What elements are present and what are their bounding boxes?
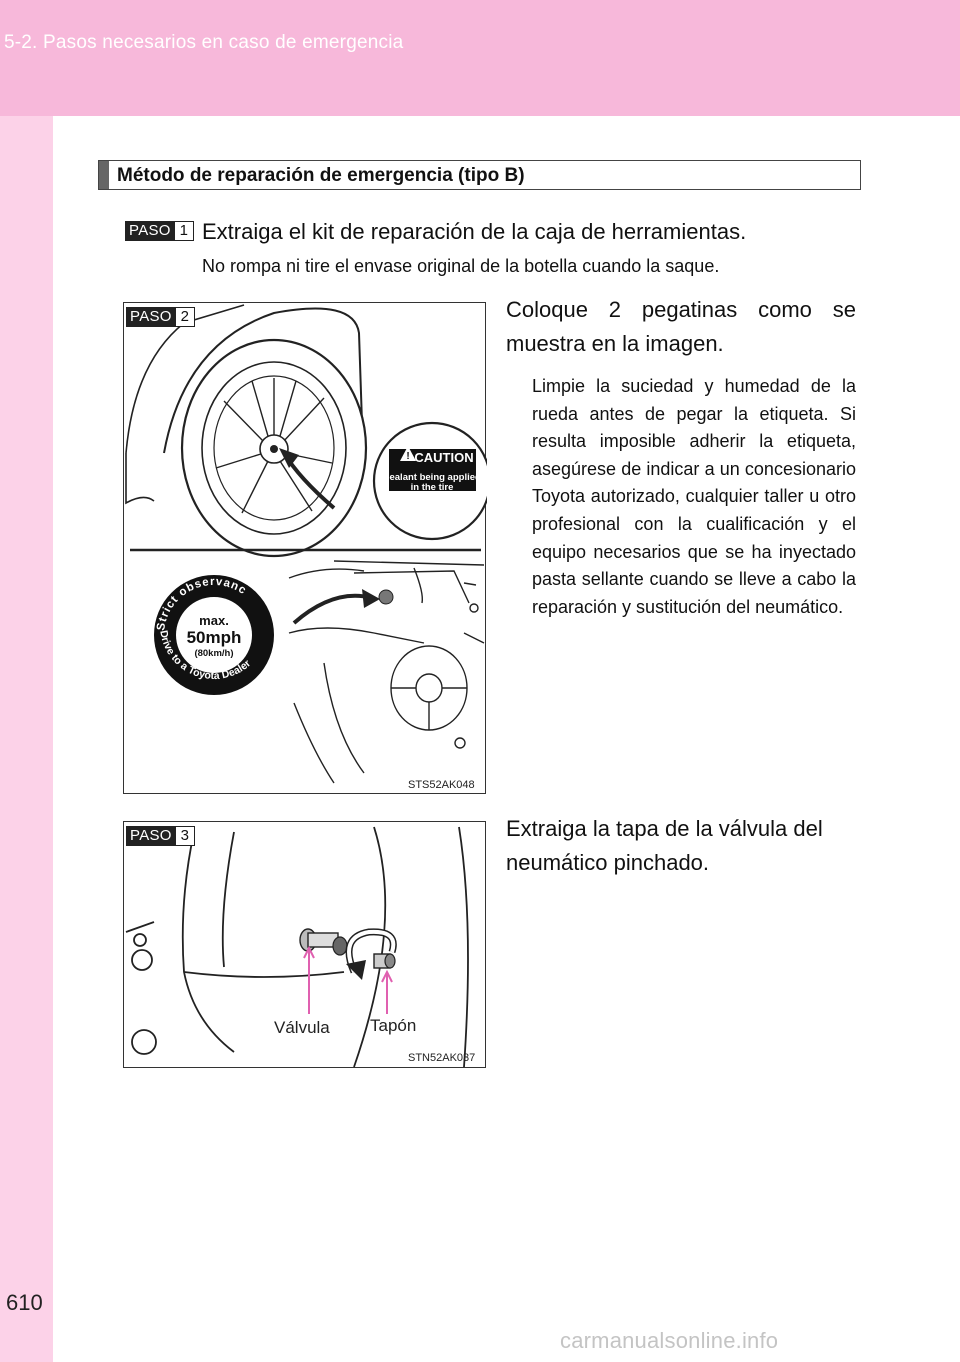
section-title-box — [98, 160, 861, 190]
step-badge-number: 1 — [175, 221, 194, 241]
figure-code: STS52AK048 — [408, 779, 475, 791]
step-1-badge — [125, 221, 194, 241]
step-badge-label: PASO — [126, 826, 176, 846]
breadcrumb: 5-2. Pasos necesarios en caso de emergencia — [4, 32, 404, 53]
speed-sticker-max: max. — [199, 613, 229, 628]
step-2-figure — [123, 302, 486, 794]
valve-callout: Válvula — [274, 1018, 330, 1037]
section-title-bar — [99, 161, 109, 189]
caution-sticker-title: CAUTION — [414, 450, 474, 465]
step-badge-number: 2 — [176, 307, 195, 327]
step-1-note: No rompa ni tire el envase original de la botella cuando la saque. — [202, 256, 720, 276]
step-3-badge — [126, 826, 195, 846]
watermark: carmanualsonline.info — [560, 1328, 779, 1353]
speed-sticker-speed: 50mph — [186, 628, 242, 647]
step-badge-number: 3 — [176, 826, 195, 846]
cap-callout: Tapón — [370, 1016, 417, 1035]
side-strip — [0, 116, 53, 1362]
header-band — [0, 0, 960, 116]
caution-sticker-line2: in the tire — [410, 482, 454, 493]
page-number: 610 — [6, 1290, 43, 1315]
speed-sticker-km: (80km/h) — [194, 648, 234, 659]
speed-sticker-bottom-arc: Drive to a Toyota Dealer — [157, 629, 254, 683]
section-title: Método de reparación de emergencia (tipo B) — [117, 165, 525, 186]
step-2-text: Coloque 2 pegatinas como se muestra en la imagen. — [506, 297, 856, 356]
step-3-figure — [123, 821, 486, 1068]
step-2-badge — [126, 307, 195, 327]
speed-sticker-top-arc: Strict observanc — [155, 575, 249, 632]
step-badge-label: PASO — [125, 221, 175, 241]
step-1-text: Extraiga el kit de reparación de la caja de herramientas. — [202, 219, 747, 244]
step-3-text: Extraiga la tapa de la válvula del neumático pinchado. — [506, 816, 823, 875]
figure-code: STN52AK037 — [408, 1052, 476, 1064]
wheel-and-dashboard-illustration — [124, 303, 487, 795]
svg-text:!: ! — [406, 451, 410, 462]
step-badge-label: PASO — [126, 307, 176, 327]
caution-sticker-line1: Sealant being applied — [383, 472, 481, 483]
step-2-note: Limpie la suciedad y humedad de la rueda antes de pegar la etiqueta. Si resulta imposible adherir la etiqueta, asegúrese de indicar a un concesionario Toyota autorizado, cualquier taller u otro profesional con la cualificación y el equipo necesarios que se ha inyectado pasta sellante cuando se lleve a cabo la reparación y sustitución del neumático. — [532, 376, 856, 617]
